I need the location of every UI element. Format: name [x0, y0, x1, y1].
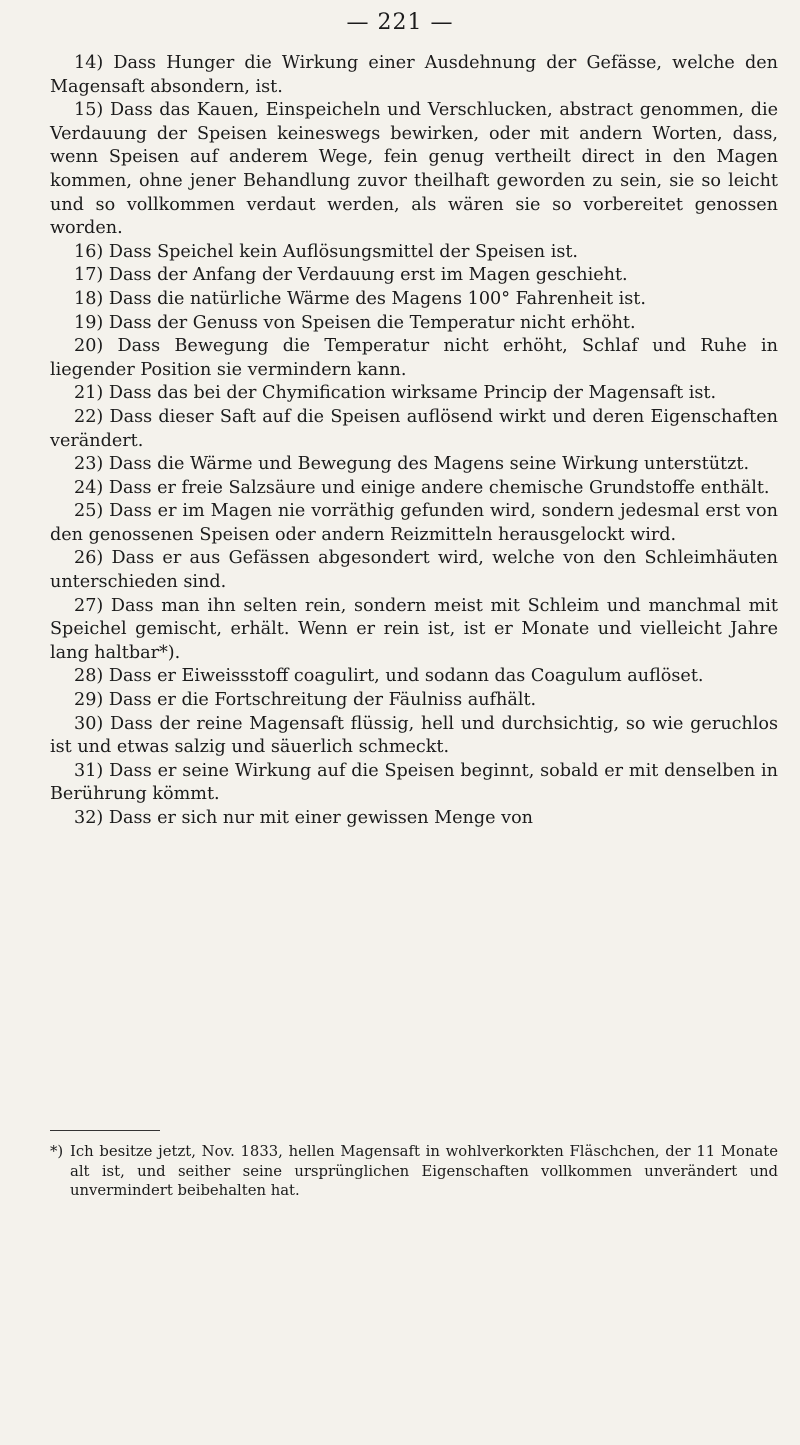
paragraph-15: 15) Dass das Kauen, Einspeicheln und Verschlucken, abstract genommen, die Verdauung der Speisen keineswegs bewirken, oder mit andern Worten, dass, wenn Speisen auf anderem Wege, fein genug vertheilt direct in den Magen kommen, ohne jener Behandlung zuvor theilhaft geworden zu sein, sie so leicht und so vollkommen verdaut werden, als wären sie so vorbereitet genossen worden. — [50, 100, 778, 239]
paragraph-26: 26) Dass er aus Gefässen abgesondert wird, welche von den Schleimhäuten unterschieden sind. — [50, 548, 778, 593]
paragraph-32: 32) Dass er sich nur mit einer gewissen Menge von — [74, 808, 534, 828]
paragraph-14: 14) Dass Hunger die Wirkung einer Ausdehnung der Gefässe, welche den Magensaft absondern, ist. — [50, 53, 778, 97]
page-number: — 221 — — [346, 10, 454, 35]
body-text — [50, 52, 778, 831]
paragraph-20: 20) Dass Bewegung die Temperatur nicht erhöht, Schlaf und Ruhe in liegender Position sie vermindern kann. — [50, 336, 778, 380]
footnote-mark: *) — [50, 1143, 64, 1160]
paragraph-19: 19) Dass der Genuss von Speisen die Temperatur nicht erhöht. — [74, 312, 636, 333]
paragraph-25: 25) Dass er im Magen nie vorräthig gefunden wird, sondern jedesmal erst von den genossenen Speisen oder andern Reizmitteln herausgelockt wird. — [50, 501, 778, 545]
paragraph-28: 28) Dass er Eiweissstoff coagulirt, und sodann das Coagulum auflöset. — [74, 666, 704, 687]
footnote-text: Ich besitze jetzt, Nov. 1833, hellen Magensaft in wohlverkorkten Fläschchen, der 11 Monate alt ist, und seither seine ursprünglichen Eigenschaften vollkommen unverändert und unvermindert beibehalten hat. — [70, 1143, 778, 1199]
paragraph-27: 27) Dass man ihn selten rein, sondern meist mit Schleim und manchmal mit Speichel gemischt, erhält. Wenn er rein ist, ist er Monate und vielleicht Jahre lang haltbar*). — [50, 595, 778, 663]
paragraph-30: 30) Dass der reine Magensaft flüssig, hell und durchsichtig, so wie geruchlos ist und etwas salzig und säuerlich schmeckt. — [50, 713, 778, 758]
paragraph-21: 21) Dass das bei der Chymification wirksame Princip der Magensaft ist. — [74, 383, 717, 404]
paragraph-18: 18) Dass die natürliche Wärme des Magens 100° Fahrenheit ist. — [74, 288, 646, 309]
paragraph-31: 31) Dass er seine Wirkung auf die Speisen beginnt, sobald er mit denselben in Berührung kömmt. — [50, 760, 778, 805]
paragraph-16: 16) Dass Speichel kein Auflösungsmittel der Speisen ist. — [74, 241, 579, 262]
paragraph-29: 29) Dass er die Fortschreitung der Fäulniss aufhält. — [74, 690, 537, 711]
paragraph-22: 22) Dass dieser Saft auf die Speisen auflösend wirkt und deren Eigenschaften verändert. — [50, 406, 778, 451]
footnote — [50, 1142, 778, 1201]
paragraph-23: 23) Dass die Wärme und Bewegung des Magens seine Wirkung unterstützt. — [74, 454, 750, 475]
footnote-divider — [50, 1130, 160, 1131]
paragraph-17: 17) Dass der Anfang der Verdauung erst im Magen geschieht. — [74, 265, 628, 286]
paragraph-24: 24) Dass er freie Salzsäure und einige andere chemische Grundstoffe enthält. — [74, 477, 770, 498]
